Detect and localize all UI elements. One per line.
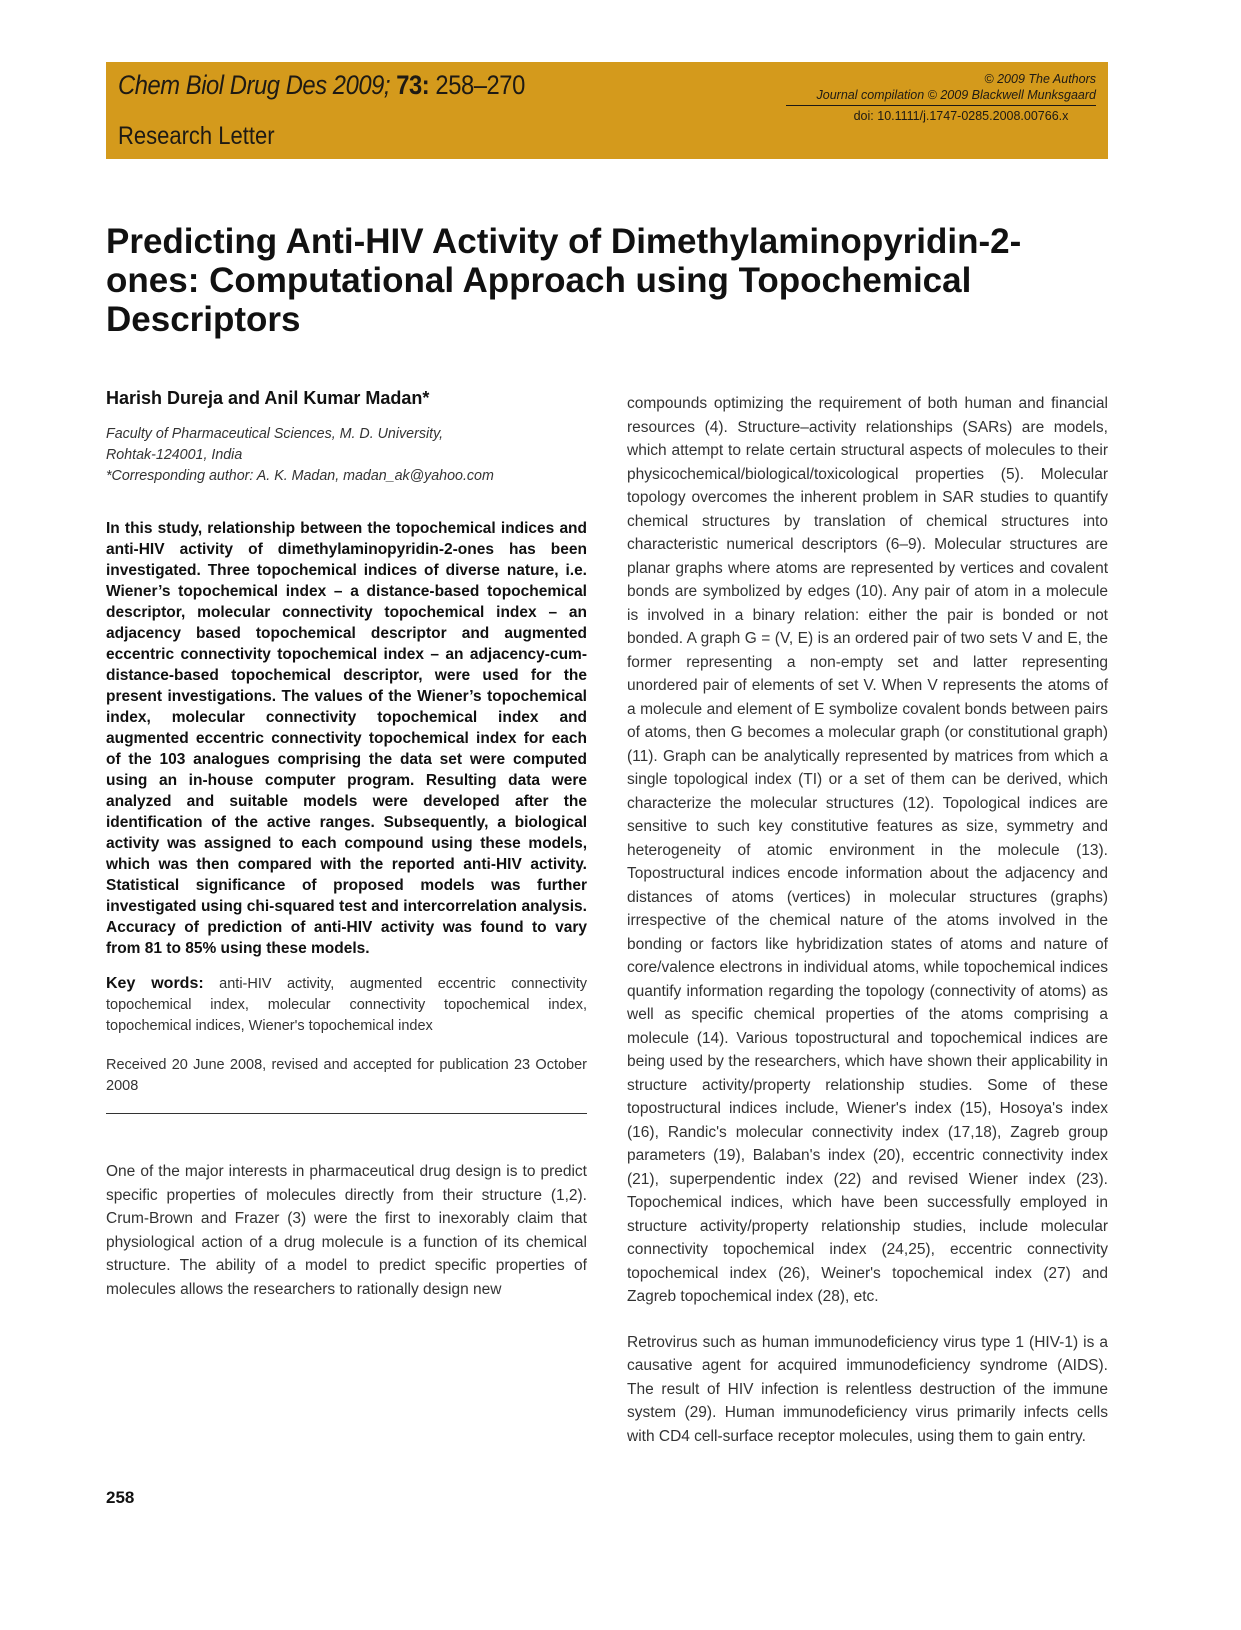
body-paragraph-1: compounds optimizing the requirement of both human and financial resources (4). Structure–activity relationships (SARs) are models, which attempt to relate certain structural aspects of molecules to their physicochemical/biological/toxicological properties (5). Molecular topology overcomes the inherent problem in SAR studies to quantify chemical structures by translation of chemical structures into characteristic numerical descriptors (6–9). Molecular structures are planar graphs where atoms are represented by vertices and covalent bonds are symbolized by edges (10). Any pair of atom in a molecule is involved in a binary relation: either the pair is bonded or not bonded. A graph G = (V, E) is an ordered pair of two sets V and E, the former representing a non-empty set and latter representing unordered pair of elements of set V. When V represents the atoms of a molecule and element of E symbolize covalent bonds between pairs of atoms, then G becomes a molecular graph (or constitutional graph) (11). Graph can be analytically represented by matrices from which a single topological index (TI) or a set of them can be derived, which characterize the molecular structures (12). Topological indices are sensitive to such key constitutive features as size, symmetry and heterogeneity of atomic environment in the molecule (13). Topostructural indices encode information about the adjacency and distances of atoms (vertices) in molecular structures (graphs) irrespective of the chemical nature of the atoms involved in the bonding or factors like hybridization states of atoms and nature of core/valence electrons in individual atoms, while topochemical indices quantify information regarding the topology (connectivity of atoms) as well as specific chemical properties of the atoms comprising a molecule (14). Various topostructural and topochemical indices are being used by the researchers, which have shown their applicability in structure activity/property relationship studies. Some of these topostructural indices include, Wiener's index (15), Hosoya's index (16), Randic's molecular connectivity index (17,18), Zagreb group parameters (19), Balaban's index (20), eccentric connectivity index (21), superpendentic index (22) and revised Wiener index (23). Topochemical indices, which have been successfully employed in structure activity/property relationship studies, include molecular connectivity topochemical index (24,25), eccentric connectivity topochemical index (26), Weiner's topochemical index (27) and Zagreb topochemical index (28), etc. [627, 395, 1108, 1305]
journal-volume: 73: [396, 70, 430, 100]
copyright-journal: Journal compilation © 2009 Blackwell Munksgaard [816, 88, 1096, 102]
article-type: Research Letter [118, 122, 275, 150]
section-divider [106, 1113, 587, 1114]
keywords [106, 973, 587, 1037]
journal-name: Chem Biol Drug Des 2009; [118, 70, 391, 100]
right-column [627, 392, 1108, 1448]
doi[interactable]: doi: 10.1111/j.1747-0285.2008.00766.x [853, 109, 1069, 123]
intro-paragraph: One of the major interests in pharmaceutical drug design is to predict specific properties of molecules directly from their structure (1,2). Crum-Brown and Frazer (3) were the first to inexorably claim that physiological action of a drug molecule is a function of its chemical structure. The ability of a model to predict specific properties of molecules allows the researchers to rationally design new [106, 1163, 587, 1298]
body-paragraph-2: Retrovirus such as human immunodeficiency virus type 1 (HIV-1) is a causative agent for acquired immunodeficiency syndrome (AIDS). The result of HIV infection is relentless destruction of the immune system (29). Human immunodeficiency virus primarily infects cells with CD4 cell-surface receptor molecules, using them to gain entry. [627, 1333, 1108, 1445]
keywords-list: anti-HIV activity, augmented eccentric connectivity topochemical index, molecular connectivity topochemical index, topochemical indices, Wiener's topochemical index [106, 976, 587, 1034]
affiliation-line-2: Rohtak-124001, India [106, 446, 243, 463]
copyright-authors: © 2009 The Authors [984, 72, 1096, 86]
left-column [106, 388, 587, 1301]
page-number: 258 [106, 1488, 135, 1507]
corresponding-author: *Corresponding author: A. K. Madan, madan_ak@yahoo.com [106, 467, 494, 484]
affiliation-line-1: Faculty of Pharmaceutical Sciences, M. D. University, [106, 425, 444, 442]
article-title: Predicting Anti-HIV Activity of Dimethylaminopyridin-2-ones: Computational Approach using Topochemical Descriptors [106, 222, 1022, 339]
journal-pages: 258–270 [435, 70, 525, 100]
keywords-label: Key words: [106, 975, 204, 992]
abstract: In this study, relationship between the topochemical indices and anti-HIV activity of dimethylaminopyridin-2-ones has been investigated. Three topochemical indices of diverse nature, i.e. Wiener’s topochemical index – a distance-based topochemical descriptor, molecular connectivity topochemical index – an adjacency based topochemical descriptor and augmented eccentric connectivity topochemical index – an adjacency-cum-distance-based topochemical descriptor, were used for the present investigations. The values of the Wiener’s topochemical index, molecular connectivity topochemical index and augmented eccentric connectivity topochemical index for each of the 103 analogues comprising the data set were computed using an in-house computer program. Resulting data were analyzed and suitable models were developed after the identification of the active ranges. Subsequently, a biological activity was assigned to each compound using these models, which was then compared with the reported anti-HIV activity. Statistical significance of proposed models was further investigated using chi-squared test and intercorrelation analysis. Accuracy of prediction of anti-HIV activity was found to vary from 81 to 85% using these models. [106, 520, 587, 957]
authors: Harish Dureja and Anil Kumar Madan* [106, 388, 430, 408]
journal-header-band [106, 62, 1108, 159]
copyright-block [786, 71, 1096, 124]
affiliation [106, 423, 587, 486]
journal-citation [118, 70, 525, 101]
header-rule [786, 105, 1096, 106]
received-dates: Received 20 June 2008, revised and accepted for publication 23 October 2008 [106, 1057, 587, 1094]
